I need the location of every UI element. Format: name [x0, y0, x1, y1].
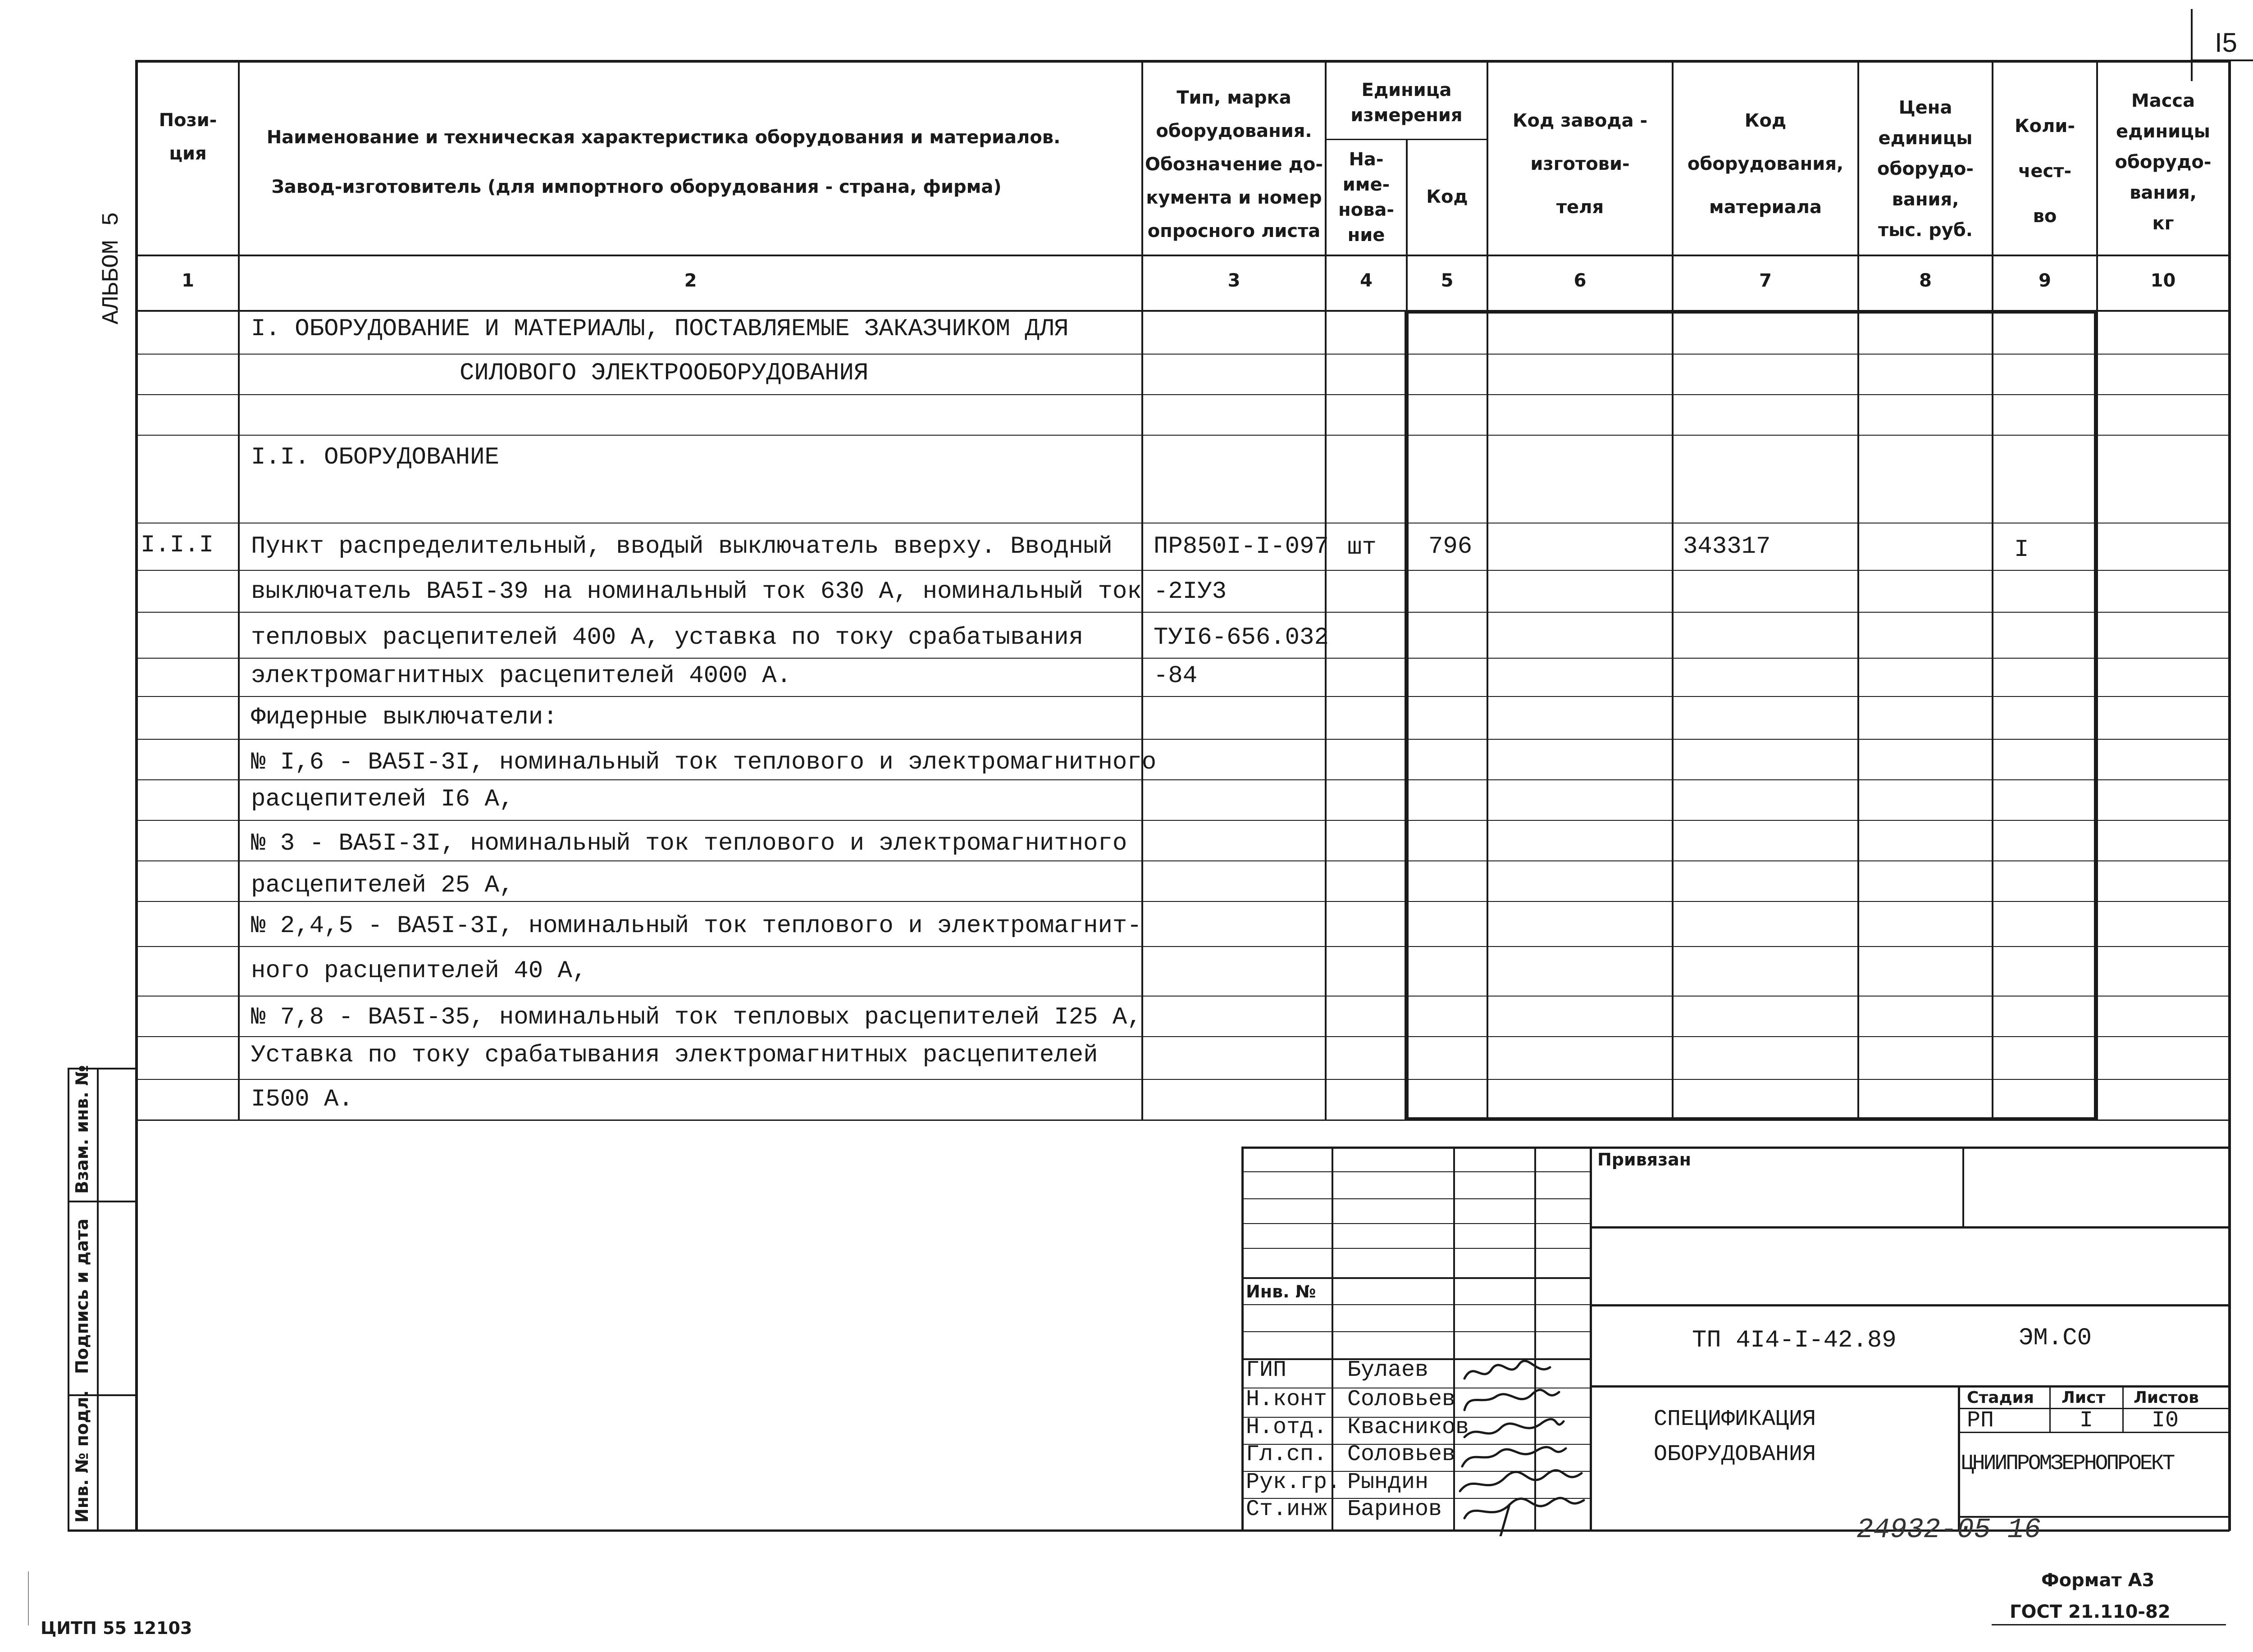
- header-quantity: Коли-: [2014, 116, 2075, 137]
- person-name: Рындин: [1347, 1470, 1429, 1495]
- person-name: Квасников: [1347, 1415, 1469, 1440]
- desc-line: № I,6 - ВА5I-3I, номинальный ток теплового и электромагнитного: [251, 749, 1157, 776]
- col-number: 5: [1441, 270, 1454, 291]
- gost-label: ГОСТ 21.110-82: [2010, 1602, 2171, 1622]
- equipment-code-value: 343317: [1683, 533, 1771, 560]
- section-title: I. ОБОРУДОВАНИЕ И МАТЕРИАЛЫ, ПОСТАВЛЯЕМЫЕ ЗАКАЗЧИКОМ ДЛЯ: [251, 315, 1069, 343]
- sheets-value: I0: [2152, 1408, 2179, 1434]
- col-number: 3: [1227, 270, 1241, 291]
- signatures: [1455, 1356, 1591, 1536]
- desc-line: Уставка по току срабатывания электромагнитных расцепителей: [251, 1042, 1098, 1069]
- header-mass: Масса: [2131, 91, 2195, 111]
- stamp-signature-date: Подпись и дата: [72, 1218, 92, 1374]
- quantity-value: I: [2014, 536, 2029, 564]
- desc-line: Фидерные выключатели:: [251, 704, 558, 731]
- linked-label: Привязан: [1597, 1150, 1692, 1170]
- desc-line: расцепителей 25 А,: [251, 872, 514, 899]
- position-number: I.I.I: [141, 532, 214, 559]
- col-number: 8: [1919, 270, 1932, 291]
- print-label: ЦИТП 55 12103: [41, 1618, 192, 1638]
- col-number: 4: [1360, 270, 1373, 291]
- role: Гл.сп.: [1246, 1442, 1327, 1467]
- type-line: -2IУ3: [1154, 578, 1227, 605]
- desc-line: ного расцепителей 40 А,: [251, 957, 587, 985]
- header-factory-code: Код завода -: [1512, 110, 1648, 131]
- header-name: Наименование и техническая характеристика оборудования и материалов.: [266, 127, 1061, 148]
- album-label: АЛЬБОМ 5: [98, 212, 125, 324]
- role: Рук.гр.: [1246, 1470, 1341, 1495]
- desc-line: электромагнитных расцепителей 4000 А.: [251, 662, 791, 690]
- inv-no-label: Инв. №: [1246, 1282, 1316, 1302]
- sheet-label: Лист: [2061, 1388, 2106, 1407]
- col-number: 7: [1759, 270, 1772, 291]
- document-mark: ЭМ.С0: [2019, 1324, 2092, 1352]
- col-number: 1: [182, 270, 194, 291]
- header-price: Цена: [1898, 97, 1952, 118]
- document-title: СПЕЦИФИКАЦИЯ: [1654, 1406, 1816, 1432]
- person-name: Соловьев: [1347, 1442, 1456, 1467]
- desc-line: № 2,4,5 - ВА5I-3I, номинальный ток теплового и электромагнит-: [251, 912, 1142, 940]
- stamp-replace-inv: Взам. инв. №: [72, 1065, 92, 1194]
- header-unit: Единица: [1361, 80, 1452, 100]
- desc-line: № 3 - ВА5I-3I, номинальный ток теплового и электромагнитного: [251, 830, 1127, 857]
- col-number: 2: [684, 270, 697, 291]
- stamp-original-inv: Инв. № подл.: [72, 1390, 92, 1523]
- subsection-title: I.I. ОБОРУДОВАНИЕ: [251, 444, 499, 471]
- section-title-cont: СИЛОВОГО ЭЛЕКТРООБОРУДОВАНИЯ: [460, 360, 869, 387]
- header-equipment-code: Код: [1744, 110, 1787, 131]
- person-name: Соловьев: [1347, 1387, 1456, 1412]
- person-name: Баринов: [1347, 1497, 1442, 1522]
- stage-value: РП: [1967, 1408, 1994, 1434]
- col-number: 9: [2039, 270, 2051, 291]
- header-type: Тип, марка: [1177, 87, 1291, 108]
- role: Н.конт: [1246, 1387, 1327, 1412]
- col-number: 6: [1573, 270, 1587, 291]
- type-line: -84: [1154, 662, 1198, 690]
- role: Н.отд.: [1246, 1415, 1327, 1440]
- header-unit-name: На-: [1349, 149, 1384, 170]
- desc-line: выключатель ВА5I-39 на номинальный ток 630 А, номинальный ток: [251, 578, 1142, 605]
- type-line: ПР850I-I-097: [1154, 533, 1329, 560]
- role: Ст.инж: [1246, 1497, 1327, 1522]
- col-number: 10: [2150, 270, 2176, 291]
- header-unit-code: Код: [1426, 187, 1468, 207]
- desc-line: № 7,8 - ВА5I-35, номинальный ток тепловых расцепителей I25 А,: [251, 1004, 1142, 1031]
- archive-number: 24932-05 16: [1856, 1514, 2041, 1546]
- format-label: Формат А3: [2041, 1570, 2155, 1591]
- desc-line: I500 А.: [251, 1086, 353, 1113]
- desc-line: Пункт распределительный, вводый выключатель вверху. Вводный: [251, 533, 1113, 560]
- type-line: ТУI6-656.032: [1154, 624, 1329, 651]
- person-name: Булаев: [1347, 1357, 1429, 1383]
- header-position: Пози-: [159, 110, 217, 131]
- unit-code-value: 796: [1428, 533, 1473, 560]
- organization: ЦНИИПРОМЗЕРНОПРОЕКТ: [1961, 1452, 2174, 1476]
- page-number: I5: [2215, 27, 2238, 58]
- stage-label: Стадия: [1967, 1388, 2034, 1407]
- unit-value: шт: [1347, 534, 1377, 561]
- sheets-label: Листов: [2134, 1388, 2199, 1407]
- sheet-value: I: [2080, 1408, 2093, 1434]
- document-code: ТП 4I4-I-42.89: [1692, 1327, 1897, 1354]
- document-title-cont: ОБОРУДОВАНИЯ: [1654, 1442, 1816, 1467]
- role: ГИП: [1246, 1357, 1287, 1383]
- desc-line: тепловых расцепителей 400 А, уставка по току срабатывания: [251, 624, 1084, 651]
- desc-line: расцепителей I6 А,: [251, 786, 514, 813]
